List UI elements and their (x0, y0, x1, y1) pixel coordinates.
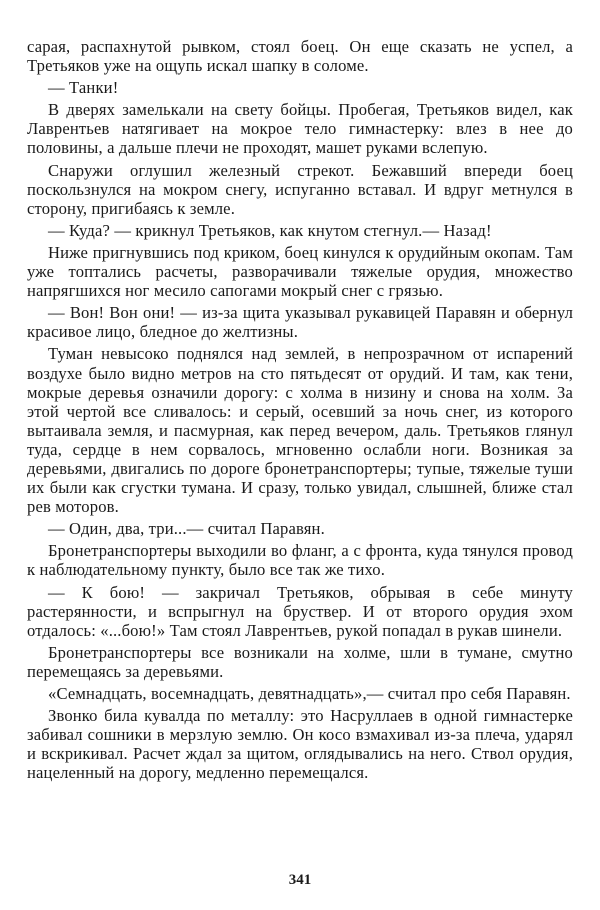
paragraph-5: — Куда? — крикнул Третьяков, как кнутом стегнул.— Назад! (48, 220, 492, 240)
paragraph-9: — Один, два, три...— считал Паравян. (48, 519, 325, 539)
paragraph-13: «Семнадцать, восемнадцать, девятнадцать»,— считал про себя Паравян. (48, 684, 571, 703)
paragraph-10: Бронетранспортеры выходили во фланг, а с фронта, куда тянулся провод к наблюдательному пункту, было все так же тихо. (27, 541, 573, 580)
paragraph-3: В дверях замелькали на свету бойцы. Пробегая, Третьяков видел, как Лаврентьев натягивает на мокрое тело гимнастерку: влез в нее до половины, а дальше плечи не проходят, машет руками вслепую. (27, 100, 573, 158)
paragraph-11: — К бою! — закричал Третьяков, обрывая в себе минуту растерянности, и вспрыгнул на бруствер. И от второго орудия эхом отдалось: «...бою!» Там стоял Лаврентьев, рукой попадал в рукав шинели. (27, 582, 573, 640)
paragraph-8: Туман невысоко поднялся над землей, в непрозрачном от испарений воздухе было видно метров на сто пятьдесят от орудий. И там, как тени, мокрые деревья означили дорогу: с холма в низину и снова на холм. За этой чертой все сливалось: и серый, осевший за ночь снег, из которого вытаивала земля, и пасмурная, как перед вечером, даль. Третьяков глянул туда, сердце в нем сорвалось, мгновенно ослабли ноги. Возникая за деревьями, двигались по дороге бронетранспортеры; тупые, тяжелые туши их были как сгустки тумана. И сразу, только увидал, слышней, ближе стал рев моторов. (27, 344, 573, 517)
paragraph-1: сарая, распахнутой рывком, стоял боец. Он еще сказать не успел, а Третьяков уже на ощупь искал шапку в соломе. (27, 37, 573, 76)
page-body (27, 37, 573, 785)
paragraph-14: Звонко била кувалда по металлу: это Насруллаев в одной гимнастерке забивал сошники в мерзлую землю. Он косо взмахивал из-за плеча, ударял и вскрикивал. Расчет ждал за щитом, оглядывались на него. Ствол орудия, нацеленный на дорогу, медленно перемещался. (27, 706, 573, 783)
paragraph-7: — Вон! Вон они! — из-за щита указывал рукавицей Паравян и обернул красивое лицо, бледное до желтизны. (27, 303, 573, 342)
paragraph-4: Снаружи оглушил железный стрекот. Бежавший впереди боец поскользнулся на мокром снегу, испуганно вставал. И вдруг метнулся в сторону, пригибаясь к земле. (27, 160, 573, 218)
page-number: 341 (288, 872, 312, 888)
paragraph-12: Бронетранспортеры все возникали на холме, шли в тумане, смутно перемещаясь за деревьями. (27, 642, 573, 681)
paragraph-2: — Танки! (48, 78, 119, 98)
paragraph-6: Ниже пригнувшись под криком, боец кинулся к орудийным окопам. Там уже топтались расчеты, разворачивали тяжелые орудия, множество напрягшихся ног месило сапогами мокрый снег с грязью. (27, 242, 573, 301)
